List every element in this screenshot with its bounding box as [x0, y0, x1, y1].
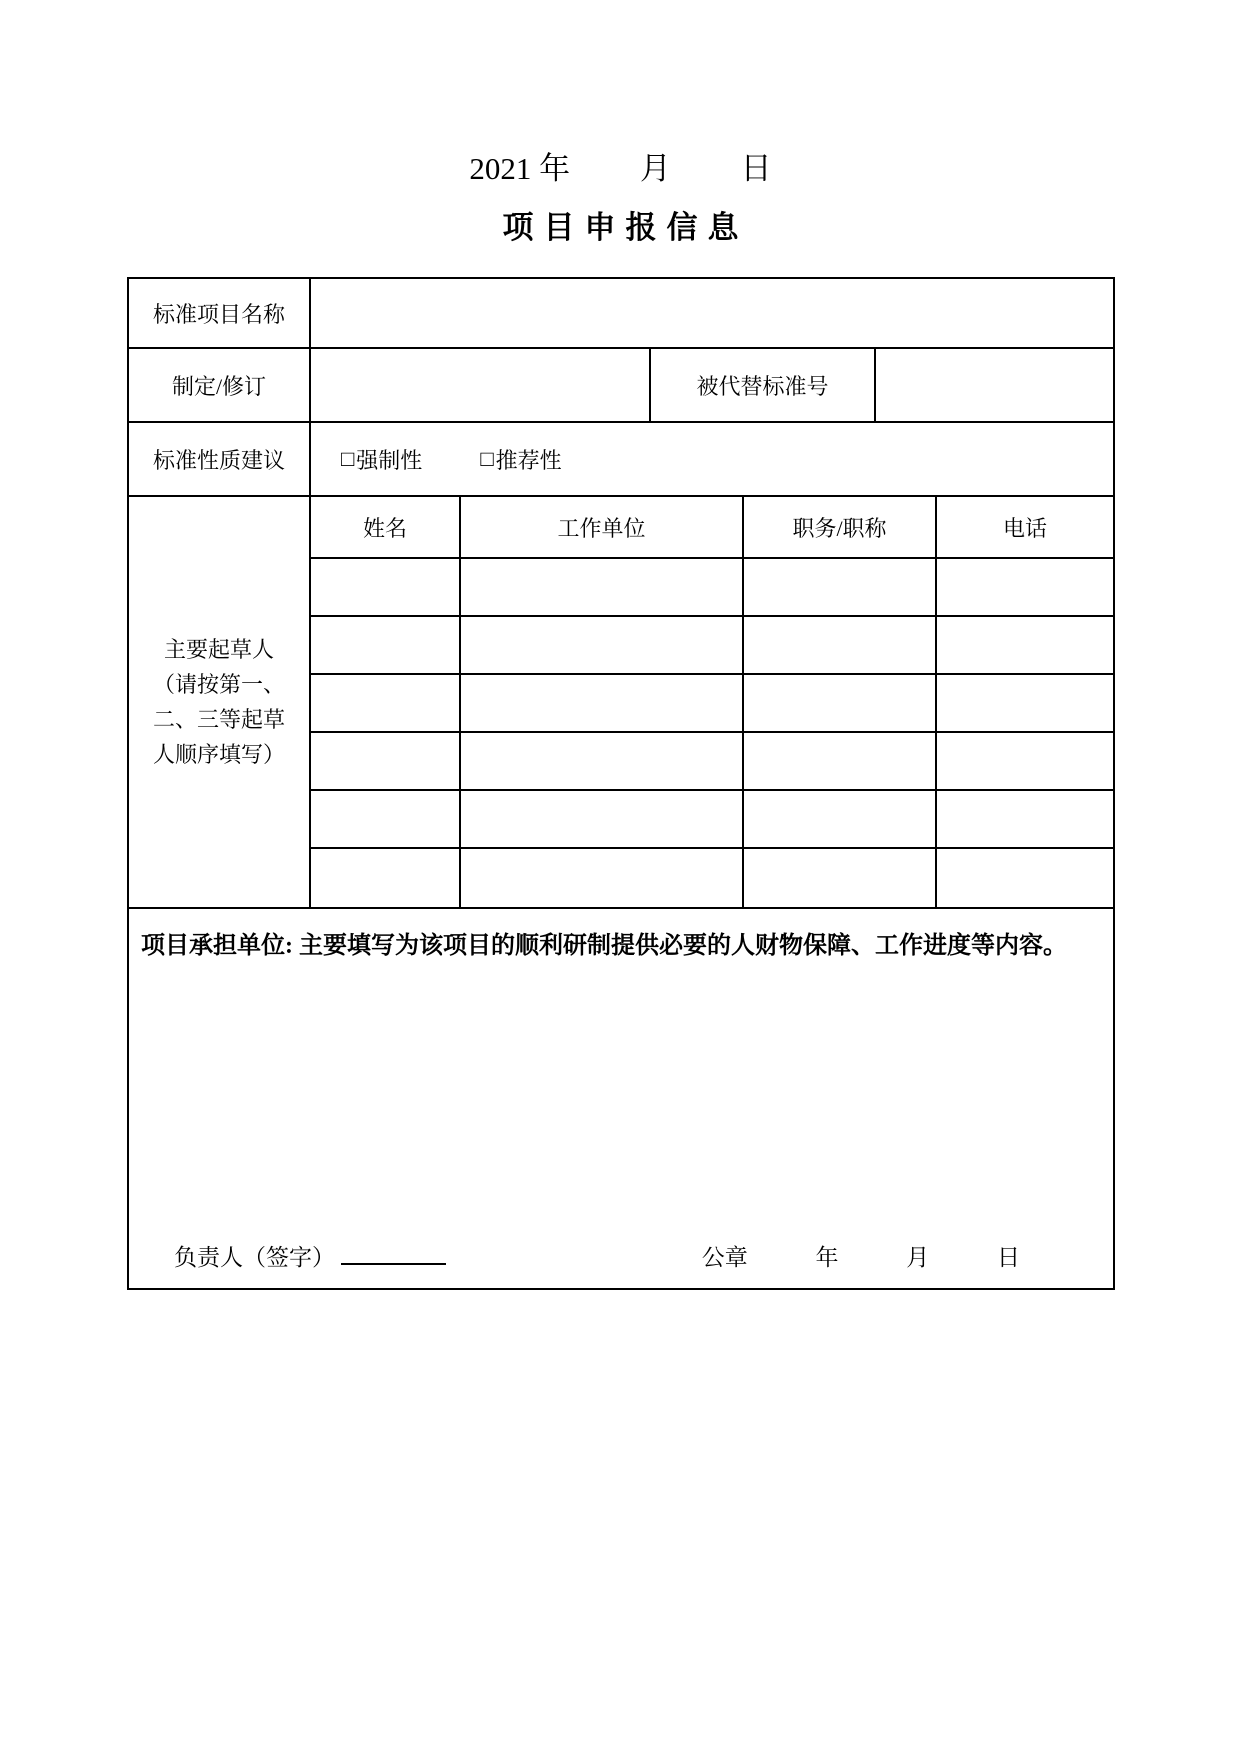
drafter-cell[interactable]	[744, 849, 937, 907]
drafter-cell[interactable]	[311, 791, 461, 847]
nature-options	[311, 423, 1113, 495]
date-day: 日	[740, 151, 772, 186]
drafter-cell[interactable]	[937, 791, 1113, 847]
seal-label: 公章	[701, 1245, 748, 1270]
drafter-cell[interactable]	[311, 559, 461, 615]
drafter-cell[interactable]	[461, 617, 744, 673]
column-header-position-title: 职务/职称	[744, 497, 937, 557]
drafter-row	[311, 733, 1113, 791]
drafter-cell[interactable]	[744, 791, 937, 847]
drafter-cell[interactable]	[937, 733, 1113, 789]
mandatory-checkbox[interactable]: □	[341, 446, 355, 471]
date-month: 月	[639, 151, 671, 186]
drafters-label: 主要起草人 （请按第一、 二、三等起草 人顺序填写）	[129, 497, 311, 907]
project-name-label: 标准项目名称	[129, 279, 311, 347]
drafter-cell[interactable]	[311, 617, 461, 673]
drafter-cell[interactable]	[937, 675, 1113, 731]
signature-field[interactable]	[341, 1259, 446, 1265]
drafter-row	[311, 559, 1113, 617]
column-header-name: 姓名	[311, 497, 461, 557]
formulation-label: 制定/修订	[129, 349, 311, 421]
drafter-cell[interactable]	[461, 675, 744, 731]
replaced-standard-label: 被代替标准号	[651, 349, 876, 421]
drafter-rows	[311, 559, 1113, 907]
seal-month-label: 月	[906, 1245, 930, 1270]
recommended-checkbox[interactable]: □	[480, 446, 494, 471]
undertaker-section	[129, 909, 1113, 1288]
column-header-phone: 电话	[1002, 515, 1047, 541]
drafter-cell[interactable]	[937, 559, 1113, 615]
form-table	[127, 277, 1115, 1290]
replaced-standard-value[interactable]	[876, 349, 1113, 421]
formulation-value[interactable]	[311, 349, 651, 421]
drafter-cell[interactable]	[311, 733, 461, 789]
drafter-row	[311, 791, 1113, 849]
drafter-cell[interactable]	[937, 617, 1113, 673]
project-name-value[interactable]	[311, 279, 1113, 347]
nature-row	[129, 423, 1113, 497]
nature-option-recommended	[480, 444, 561, 475]
recommended-label: 推荐性	[495, 447, 562, 473]
formulation-row	[129, 349, 1113, 423]
project-name-row	[129, 279, 1113, 349]
drafter-row	[311, 849, 1113, 907]
drafters-section	[129, 497, 1113, 909]
drafter-cell[interactable]	[311, 675, 461, 731]
nature-option-mandatory	[341, 444, 422, 475]
drafter-cell[interactable]	[744, 617, 937, 673]
drafter-cell[interactable]	[311, 849, 461, 907]
drafter-cell[interactable]	[461, 559, 744, 615]
signer-label: 负责人（签字）	[174, 1245, 335, 1270]
drafter-cell[interactable]	[461, 849, 744, 907]
date-year: 2021 年	[469, 151, 571, 186]
drafters-table	[311, 497, 1113, 907]
mandatory-label: 强制性	[356, 447, 423, 473]
drafter-cell[interactable]	[461, 791, 744, 847]
drafter-row	[311, 675, 1113, 733]
nature-label: 标准性质建议	[129, 423, 311, 495]
drafter-cell[interactable]	[937, 849, 1113, 907]
seal-year-label: 年	[815, 1245, 839, 1270]
page-title: 项目申报信息	[502, 210, 749, 245]
drafter-row	[311, 617, 1113, 675]
drafter-cell[interactable]	[744, 675, 937, 731]
column-header-work-unit: 工作单位	[461, 497, 744, 557]
drafters-header-row	[311, 497, 1113, 559]
signature-line	[129, 1239, 1113, 1272]
drafter-cell[interactable]	[461, 733, 744, 789]
drafter-cell[interactable]	[744, 559, 937, 615]
seal-day-label: 日	[997, 1245, 1020, 1270]
date-line	[0, 143, 1241, 188]
undertaker-label: 项目承担单位:	[141, 933, 293, 959]
undertaker-note: 主要填写为该项目的顺利研制提供必要的人财物保障、工作进度等内容。	[299, 933, 1067, 959]
drafter-cell[interactable]	[744, 733, 937, 789]
undertaker-heading	[129, 909, 1113, 960]
